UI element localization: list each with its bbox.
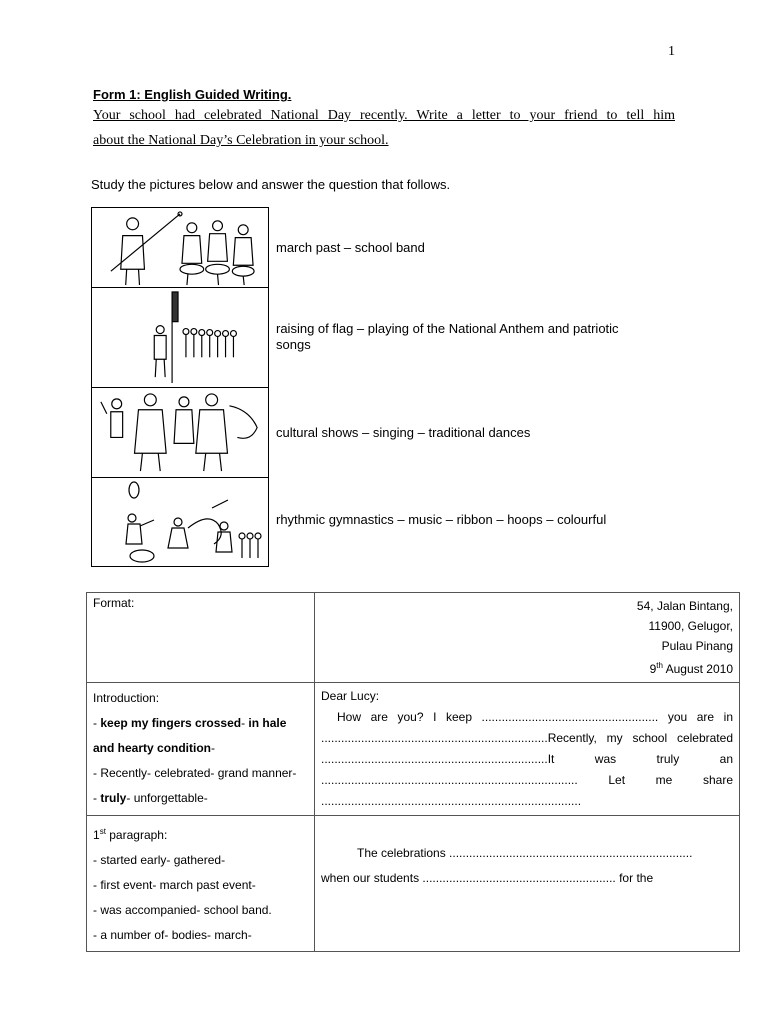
caption-flag-raising [276, 321, 619, 353]
address-cell [315, 593, 740, 683]
introduction-heading: Introduction: [93, 691, 160, 705]
heading-number: 1 [93, 828, 100, 842]
introduction-point-2: - Recently- celebrated- grand manner- [93, 766, 297, 780]
march-past-band-illustration [92, 208, 268, 288]
date-day: 9 [649, 662, 657, 676]
date-rest: August 2010 [662, 662, 733, 676]
date-suffix: th [656, 661, 663, 670]
bullet: - [93, 791, 101, 805]
page-number: 1 [668, 44, 675, 59]
first-paragraph-item-2: - first event- march past event- [93, 878, 256, 892]
writing-frame-table [86, 592, 740, 952]
first-paragraph-item-3: - was accompanied- school band. [93, 903, 272, 917]
heading-rest: paragraph: [105, 828, 168, 842]
caption-gymnastics: rhythmic gymnastics – music – ribbon – hoops – colourful [276, 512, 607, 527]
introduction-letter-body: How are you? I keep ..................................................... you are in ....................................................................Recently, my school celebrated ....................................................................It was truly an ............................................................................. Let me share .............................................................................. [321, 710, 733, 808]
first-paragraph-line-1: The celebrations ......................................................................... [357, 846, 693, 860]
first-paragraph-item-4: - a number of- bodies- march- [93, 928, 252, 942]
heading-suffix: st [99, 827, 106, 836]
rhythmic-gymnastics-illustration [92, 478, 268, 566]
phrase-hale-hearty: in hale and hearty condition [93, 716, 287, 755]
caption-flag-raising-line2: songs [276, 337, 311, 352]
phrase-unforgettable: - unforgettable- [126, 791, 208, 805]
bullet-sep: - [241, 716, 249, 730]
table-row-first-paragraph [87, 816, 740, 952]
address-line-1: 54, Jalan Bintang, [636, 599, 733, 613]
first-paragraph-notes-cell [87, 816, 315, 952]
format-label: Format: [93, 596, 135, 610]
phrase-fingers-crossed: keep my fingers crossed [100, 716, 242, 730]
first-paragraph-item-1: - started early- gathered- [93, 853, 226, 867]
greeting: Dear Lucy: [321, 689, 380, 703]
caption-march-past: march past – school band [276, 240, 425, 255]
introduction-letter-cell [315, 683, 740, 816]
format-label-cell [87, 593, 315, 683]
table-row-introduction [87, 683, 740, 816]
study-instruction: Study the pictures below and answer the question that follows. [91, 177, 451, 192]
cultural-dance-illustration [92, 388, 268, 478]
table-row-format [87, 593, 740, 683]
first-paragraph-heading [93, 819, 308, 848]
flag-raising-illustration [92, 288, 268, 388]
address-line-3: Pulau Pinang [661, 639, 733, 653]
letter-date [321, 656, 733, 679]
phrase-truly: truly [100, 791, 127, 805]
introduction-point-3 [93, 786, 308, 811]
introduction-notes-cell [87, 683, 315, 816]
picture-strip [91, 207, 269, 567]
first-paragraph-letter-cell [315, 816, 740, 952]
caption-cultural-shows: cultural shows – singing – traditional dances [276, 425, 531, 440]
sender-address [321, 596, 733, 679]
bullet-end: - [211, 741, 216, 755]
instruction-line-2: about the National Day’s Celebration in your school. [93, 133, 389, 148]
worksheet-title: Form 1: English Guided Writing. [93, 87, 292, 102]
caption-flag-raising-line1: raising of flag – playing of the National Anthem and patriotic [276, 321, 619, 336]
bullet: - [93, 716, 101, 730]
introduction-point-1 [93, 711, 308, 761]
address-line-2: 11900, Gelugor, [648, 619, 733, 633]
first-paragraph-line-2: when our students .......................................................... for the [321, 871, 654, 885]
instruction-line-1: Your school had celebrated National Day recently. Write a letter to your friend to tell him [93, 108, 675, 123]
